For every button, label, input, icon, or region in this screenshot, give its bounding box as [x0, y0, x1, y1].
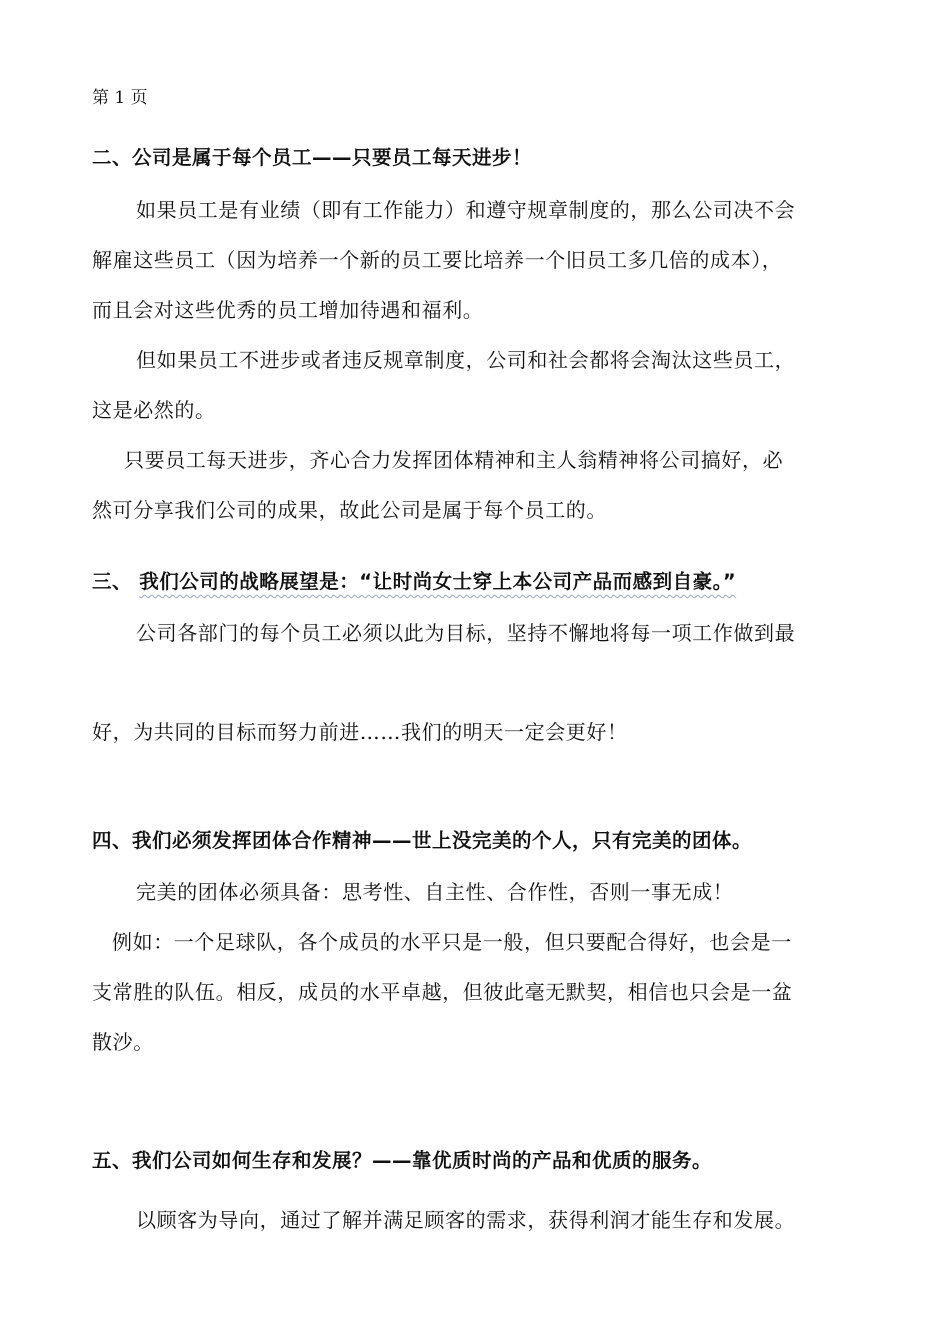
- section-3-heading-text: 我们公司的战略展望是：“让时尚女士穿上本公司产品而感到自豪。”: [139, 570, 737, 593]
- paragraph-line: 只要员工每天进步，齐心合力发挥团体精神和主人翁精神将公司搞好，必: [124, 448, 784, 472]
- section-5-heading: 五、我们公司如何生存和发展？——靠优质时尚的产品和优质的服务。: [92, 1149, 713, 1172]
- paragraph-line: 例如：一个足球队，各个成员的水平只是一般，但只要配合得好，也会是一: [112, 930, 792, 954]
- paragraph-line: 完美的团体必须具备：思考性、自主性、合作性，否则一事无成！: [136, 880, 734, 904]
- paragraph-line: 然可分享我们公司的成果，故此公司是属于每个员工的。: [92, 498, 607, 522]
- paragraph-line: 好，为共同的目标而努力前进……我们的明天一定会更好！: [92, 720, 628, 744]
- paragraph-line: 散沙。: [92, 1030, 154, 1054]
- section-4-heading: 四、我们必须发挥团体合作精神——世上没完美的个人，只有完美的团体。: [92, 829, 753, 852]
- paragraph-line: 如果员工是有业绩（即有工作能力）和遵守规章制度的，那么公司决不会: [136, 198, 796, 222]
- paragraph-line: 以顾客为导向，通过了解并满足顾客的需求，获得利润才能生存和发展。: [136, 1208, 796, 1232]
- section-3-heading: [92, 567, 736, 597]
- page-number-label: 第 1 页: [92, 88, 148, 108]
- paragraph-line: 但如果员工不进步或者违反规章制度，公司和社会都将会淘汰这些员工，: [136, 348, 796, 372]
- paragraph-line: 支常胜的队伍。相反，成员的水平卓越，但彼此毫无默契，相信也只会是一盆: [92, 980, 793, 1004]
- section-2-heading: 二、公司是属于每个员工——只要员工每天进步！: [92, 146, 533, 169]
- paragraph-line: 而且会对这些优秀的员工增加待遇和福利。: [92, 298, 484, 322]
- paragraph-line: 这是必然的。: [92, 398, 216, 422]
- paragraph-line: 解雇这些员工（因为培养一个新的员工要比培养一个旧员工多几倍的成本），: [92, 248, 783, 272]
- paragraph-line: 公司各部门的每个员工必须以此为目标，坚持不懈地将每一项工作做到最: [136, 621, 796, 645]
- section-3-heading-number: 三、: [92, 570, 140, 593]
